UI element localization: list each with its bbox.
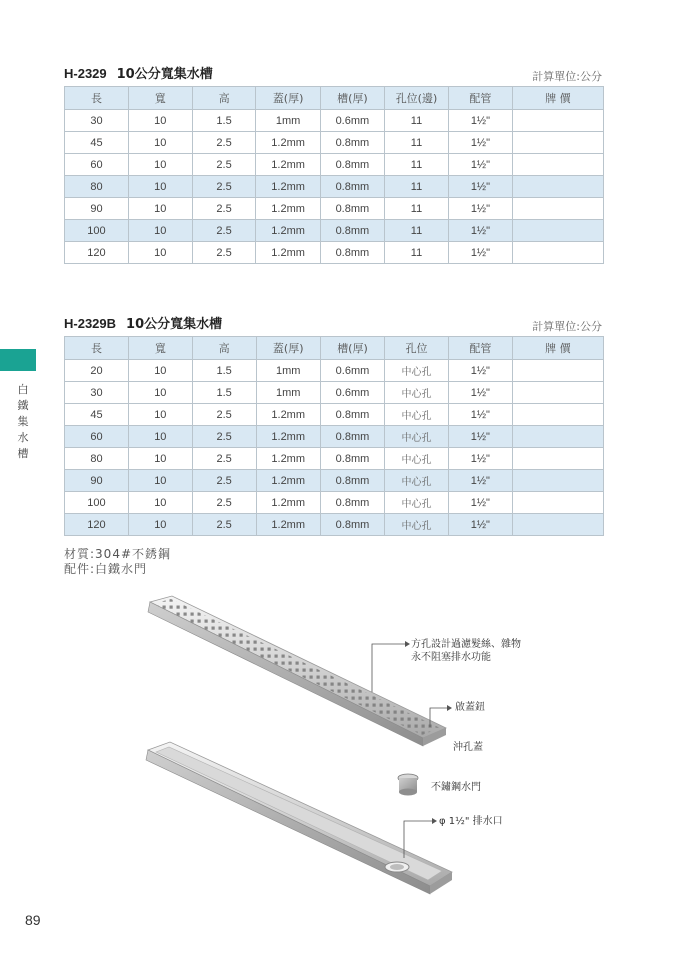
table-cell: 10 — [128, 110, 192, 132]
table-cell: 11 — [385, 220, 449, 242]
table-cell: 11 — [385, 198, 449, 220]
table-cell: 0.6mm — [320, 382, 384, 404]
table-cell: 11 — [385, 154, 449, 176]
table-cell: 1½" — [448, 426, 512, 448]
table-cell: 2.5 — [192, 426, 256, 448]
column-header: 牌 價 — [512, 87, 603, 110]
table-cell: 0.8mm — [320, 242, 384, 264]
column-header: 槽(厚) — [320, 87, 384, 110]
drain-plug-drawing — [398, 774, 418, 796]
table-cell: 1.5 — [192, 360, 256, 382]
product-illustration — [0, 590, 679, 920]
table-cell: 1½" — [448, 132, 512, 154]
table-cell: 1.2mm — [256, 404, 320, 426]
table-cell — [512, 426, 603, 448]
table-cell: 1½" — [448, 220, 512, 242]
table-cell: 1½" — [448, 198, 512, 220]
table-cell: 2.5 — [192, 514, 256, 536]
column-header: 孔位 — [385, 337, 449, 360]
table-cell: 1½" — [448, 404, 512, 426]
table-cell: 0.8mm — [320, 198, 384, 220]
table-cell: 中心孔 — [385, 404, 449, 426]
spec-table-h2329 — [64, 86, 604, 264]
callout-lift-button: 啟蓋鈕 — [455, 702, 485, 713]
table-cell: 10 — [128, 426, 192, 448]
section-tab-marker — [0, 349, 36, 371]
table-cell: 1½" — [448, 514, 512, 536]
table-row — [65, 382, 604, 404]
table-row — [65, 470, 604, 492]
table-cell: 1½" — [448, 492, 512, 514]
table-cell: 0.8mm — [320, 492, 384, 514]
table-row — [65, 176, 604, 198]
table-row — [65, 132, 604, 154]
table-row — [65, 492, 604, 514]
table-row — [65, 198, 604, 220]
column-header: 長 — [65, 337, 129, 360]
table1-name: 10公分寬集水槽 — [116, 67, 213, 82]
table-cell — [512, 360, 603, 382]
table-cell: 1½" — [448, 242, 512, 264]
table-cell: 10 — [128, 404, 192, 426]
table-cell — [512, 404, 603, 426]
table-cell: 30 — [65, 382, 129, 404]
table-cell: 1½" — [448, 110, 512, 132]
table-cell: 中心孔 — [385, 514, 449, 536]
table-cell — [512, 110, 603, 132]
column-header: 高 — [192, 337, 256, 360]
table-cell: 2.5 — [192, 132, 256, 154]
table-cell: 60 — [65, 154, 129, 176]
table-cell: 10 — [128, 470, 192, 492]
table-cell: 10 — [128, 448, 192, 470]
callout-square-holes-line1: 方孔設計過濾髮絲、雜物 — [411, 639, 521, 650]
table-cell — [512, 154, 603, 176]
table1-title — [64, 63, 213, 82]
table-cell: 10 — [128, 176, 192, 198]
column-header: 寬 — [128, 337, 192, 360]
table-cell — [512, 132, 603, 154]
table-cell: 1.2mm — [256, 242, 320, 264]
column-header: 槽(厚) — [320, 337, 384, 360]
table2-name: 10公分寬集水槽 — [126, 317, 223, 332]
table-cell: 2.5 — [192, 448, 256, 470]
table-cell: 45 — [65, 404, 129, 426]
section-label-char: 白 — [17, 383, 29, 396]
table1-code: H-2329 — [64, 66, 107, 81]
table-cell: 20 — [65, 360, 129, 382]
callout-drain-outlet: φ 1½" 排水口 — [439, 816, 503, 827]
table-cell: 1½" — [448, 360, 512, 382]
table-cell: 中心孔 — [385, 448, 449, 470]
table-cell: 2.5 — [192, 242, 256, 264]
table-cell: 1.5 — [192, 110, 256, 132]
page-number: 89 — [25, 912, 41, 928]
table-row — [65, 154, 604, 176]
table-cell: 11 — [385, 110, 449, 132]
table-row — [65, 110, 604, 132]
table-cell: 10 — [128, 132, 192, 154]
table-cell — [512, 220, 603, 242]
table-cell: 45 — [65, 132, 129, 154]
table-cell: 0.8mm — [320, 132, 384, 154]
table-cell: 中心孔 — [385, 360, 449, 382]
table-cell: 中心孔 — [385, 382, 449, 404]
section-label-char: 鐵 — [17, 399, 29, 412]
table-cell: 90 — [65, 198, 129, 220]
table-cell — [512, 382, 603, 404]
table-cell: 2.5 — [192, 198, 256, 220]
table2-code: H-2329B — [64, 316, 117, 331]
callout-square-holes-line2: 永不阻塞排水功能 — [411, 652, 491, 663]
table-cell: 10 — [128, 514, 192, 536]
section-label-char: 水 — [17, 431, 29, 444]
accessory-note: 配件:白鐵水門 — [64, 562, 148, 576]
table-cell: 1mm — [256, 360, 320, 382]
table-cell: 1½" — [448, 382, 512, 404]
column-header: 蓋(厚) — [256, 87, 320, 110]
table-cell: 10 — [128, 242, 192, 264]
table1-unit: 計算單位:公分 — [532, 70, 602, 83]
table-cell: 1.2mm — [256, 448, 320, 470]
table-row — [65, 220, 604, 242]
perforated-cover-drawing — [148, 596, 446, 746]
table-cell: 11 — [385, 132, 449, 154]
callout-square-holes — [411, 638, 521, 664]
table-cell: 1.2mm — [256, 176, 320, 198]
table-cell: 1.2mm — [256, 492, 320, 514]
callout-drain-plug: 不鏽鋼水門 — [431, 782, 481, 793]
column-header: 牌 價 — [512, 337, 603, 360]
channel-trough-drawing — [146, 742, 452, 894]
table-cell: 90 — [65, 470, 129, 492]
table-cell: 1½" — [448, 470, 512, 492]
column-header: 配管 — [448, 87, 512, 110]
table-cell: 2.5 — [192, 470, 256, 492]
table-cell: 11 — [385, 242, 449, 264]
table-cell: 30 — [65, 110, 129, 132]
table-row — [65, 360, 604, 382]
column-header: 蓋(厚) — [256, 337, 320, 360]
column-header: 孔位(邊) — [385, 87, 449, 110]
table-cell: 10 — [128, 154, 192, 176]
column-header: 高 — [192, 87, 256, 110]
table-cell: 10 — [128, 492, 192, 514]
table-cell: 中心孔 — [385, 470, 449, 492]
table-cell — [512, 448, 603, 470]
column-header: 長 — [65, 87, 129, 110]
table-cell — [512, 198, 603, 220]
table2-title — [64, 313, 222, 332]
table-row — [65, 448, 604, 470]
table-cell: 1½" — [448, 448, 512, 470]
table-cell: 2.5 — [192, 154, 256, 176]
table-row — [65, 242, 604, 264]
table-cell — [512, 514, 603, 536]
table-cell: 中心孔 — [385, 492, 449, 514]
table-cell: 120 — [65, 514, 129, 536]
table-cell: 0.8mm — [320, 448, 384, 470]
table-cell: 11 — [385, 176, 449, 198]
table-cell: 10 — [128, 198, 192, 220]
table-cell: 1.5 — [192, 382, 256, 404]
table-cell: 10 — [128, 382, 192, 404]
table-cell — [512, 470, 603, 492]
table-cell: 1.2mm — [256, 470, 320, 492]
table-cell: 1.2mm — [256, 154, 320, 176]
table-cell — [512, 176, 603, 198]
table-cell: 80 — [65, 448, 129, 470]
product-notes — [64, 547, 171, 577]
table2-unit: 計算單位:公分 — [532, 320, 602, 333]
callout-perforated-cover: 沖孔蓋 — [453, 742, 483, 753]
table-cell: 10 — [128, 220, 192, 242]
table-cell: 10 — [128, 360, 192, 382]
table-cell: 1½" — [448, 154, 512, 176]
table-cell: 1.2mm — [256, 198, 320, 220]
table-cell: 0.8mm — [320, 514, 384, 536]
spec-table-h2329b — [64, 336, 604, 536]
table-cell: 1mm — [256, 110, 320, 132]
table-cell: 0.6mm — [320, 360, 384, 382]
table-row — [65, 426, 604, 448]
column-header: 配管 — [448, 337, 512, 360]
table-cell: 1mm — [256, 382, 320, 404]
table-cell — [512, 492, 603, 514]
table-cell: 120 — [65, 242, 129, 264]
table-row — [65, 514, 604, 536]
section-label-char: 集 — [17, 415, 29, 428]
table-cell: 1½" — [448, 176, 512, 198]
table-cell: 中心孔 — [385, 426, 449, 448]
table-cell: 2.5 — [192, 176, 256, 198]
table-cell — [512, 242, 603, 264]
section-label — [16, 382, 30, 462]
table-cell: 60 — [65, 426, 129, 448]
table-cell: 2.5 — [192, 404, 256, 426]
table-cell: 0.8mm — [320, 426, 384, 448]
table-cell: 1.2mm — [256, 132, 320, 154]
table-cell: 0.8mm — [320, 154, 384, 176]
table-cell: 2.5 — [192, 220, 256, 242]
table-cell: 80 — [65, 176, 129, 198]
table-row — [65, 404, 604, 426]
table-cell: 1.2mm — [256, 426, 320, 448]
table-cell: 1.2mm — [256, 514, 320, 536]
table-cell: 100 — [65, 492, 129, 514]
column-header: 寬 — [128, 87, 192, 110]
material-note: 材質:304#不銹鋼 — [64, 547, 172, 561]
table-cell: 2.5 — [192, 492, 256, 514]
section-label-char: 槽 — [17, 447, 29, 460]
table-cell: 0.8mm — [320, 404, 384, 426]
table-cell: 0.8mm — [320, 220, 384, 242]
table-cell: 0.8mm — [320, 470, 384, 492]
table-cell: 1.2mm — [256, 220, 320, 242]
table-cell: 0.8mm — [320, 176, 384, 198]
table-cell: 0.6mm — [320, 110, 384, 132]
table-cell: 100 — [65, 220, 129, 242]
